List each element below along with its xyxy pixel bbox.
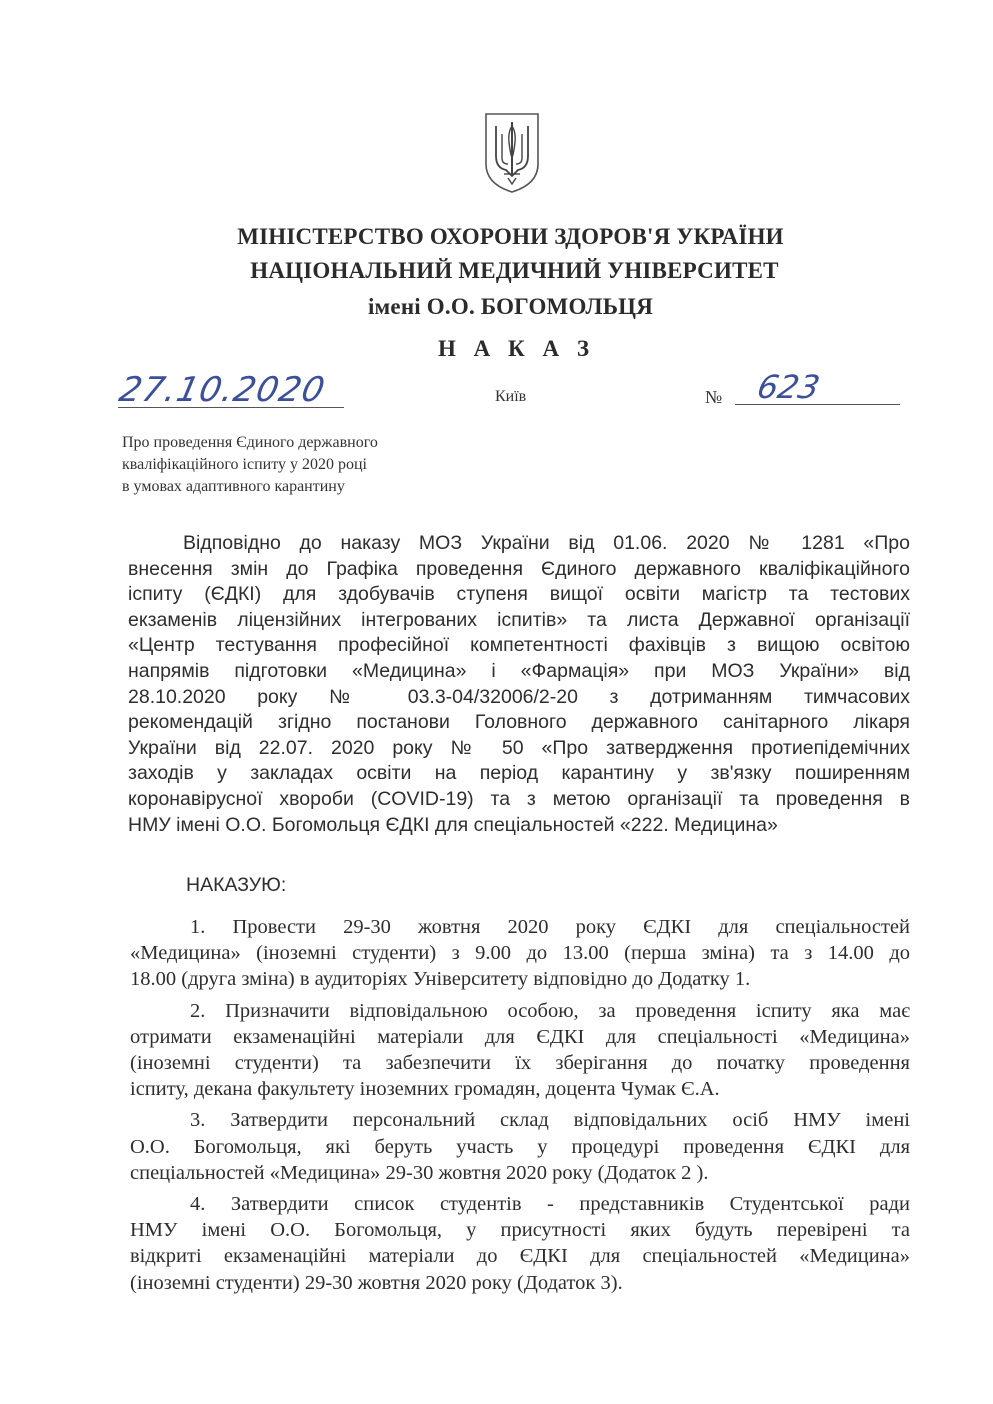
city-label: Київ xyxy=(495,388,527,405)
order-items xyxy=(130,914,910,1296)
preamble-line: заходів у закладах освіти на період карантину у зв'язку поширенням xyxy=(128,762,910,785)
date-underline xyxy=(118,407,344,408)
item-line: 1. Провести 29-30 жовтня 2020 року ЄДКІ для спеціальностей xyxy=(190,916,910,938)
preamble-line: напрямів підготовки «Медицина» і «Фармація» при МОЗ України» від xyxy=(128,659,910,682)
preamble-line: коронавірусної хвороби (COVID-19) та з метою організації та проведення в xyxy=(128,787,910,810)
document-type-title: Н А К А З xyxy=(438,336,595,361)
university-named-after: імені О.О. БОГОМОЛЬЦЯ xyxy=(367,294,654,319)
item-line: НМУ імені О.О. Богомольця, у присутності яких будуть перевірені та xyxy=(130,1219,910,1242)
ministry-heading: МІНІСТЕРСТВО ОХОРОНИ ЗДОРОВ'Я УКРАЇНИ xyxy=(237,224,784,249)
handwritten-order-number: 623 xyxy=(753,368,824,406)
order-item-2 xyxy=(130,998,910,1103)
item-line: 4. Затвердити список студентів - представників Студентської ради xyxy=(190,1193,910,1216)
item-line: «Медицина» (іноземні студенти) з 9.00 до 13.00 (перша зміна) та з 14.00 до xyxy=(130,942,910,965)
item-line: (іноземні студенти) 29-30 жовтня 2020 року (Додаток 3). xyxy=(130,1271,623,1294)
order-item-1 xyxy=(130,914,910,993)
item-line: 2. Призначити відповідальною особою, за проведення іспиту яка має xyxy=(190,999,910,1022)
number-sign: № xyxy=(705,387,723,407)
number-underline xyxy=(735,404,900,405)
order-subject xyxy=(122,432,378,498)
item-line: відкриті екзаменаційні матеріали до ЄДКІ для спеціальностей «Медицина» xyxy=(130,1245,910,1268)
preamble-paragraph xyxy=(128,531,910,838)
subject-line: в умовах адаптивного карантину xyxy=(122,478,345,495)
item-line: отримати екзаменаційні матеріали для ЄДКІ для спеціальності «Медицина» xyxy=(130,1025,910,1048)
university-heading: НАЦІОНАЛЬНИЙ МЕДИЧНИЙ УНІВЕРСИТЕТ xyxy=(250,258,779,283)
subject-line: Про проведення Єдиного державного xyxy=(122,434,378,451)
item-line: 18.00 (друга зміна) в аудиторіях Університету відповідно до Додатку 1. xyxy=(130,968,751,991)
ukraine-coat-of-arms-icon xyxy=(482,112,542,194)
order-word-heading: НАКАЗУЮ: xyxy=(186,874,287,896)
preamble-line: України від 22.07. 2020 року № 50 «Про затвердження протиепідемічних xyxy=(128,736,910,759)
item-line: іспиту, декана факультету іноземних громадян, доцента Чумак Є.А. xyxy=(130,1078,720,1101)
preamble-line: екзаменів ліцензійних інтегрованих іспитів» та листа Державної організації xyxy=(128,608,910,631)
item-line: спеціальностей «Медицина» 29-30 жовтня 2020 року (Додаток 2 ). xyxy=(130,1161,709,1184)
item-line: (іноземні студенти) та забезпечити їх зберігання до початку проведення xyxy=(130,1052,910,1075)
item-line: О.О. Богомольця, які беруть участь у процедурі проведення ЄДКІ для xyxy=(130,1135,910,1158)
preamble-line: Відповідно до наказу МОЗ України від 01.06. 2020 № 1281 «Про xyxy=(183,532,910,554)
order-item-3 xyxy=(130,1107,910,1186)
item-line: 3. Затвердити персональний склад відповідальних осіб НМУ імені xyxy=(190,1109,910,1132)
preamble-line: рекомендацій згідно постанови Головного державного санітарного лікаря xyxy=(128,711,910,734)
preamble-line: 28.10.2020 року № 03.3-04/32006/2-20 з дотриманням тимчасових xyxy=(128,685,910,708)
order-item-4 xyxy=(130,1191,910,1296)
preamble-line: іспиту (ЄДКІ) для здобувачів ступеня вищої освіти магістр та тестових xyxy=(128,583,910,606)
handwritten-date: 27.10.2020 xyxy=(115,370,329,410)
preamble-line: внесення змін до Графіка проведення Єдиного державного кваліфікаційного xyxy=(128,557,910,580)
subject-line: кваліфікаційного іспиту у 2020 році xyxy=(122,456,367,473)
preamble-line: «Центр тестування професійної компетентності фахівців з вищою освітою xyxy=(128,634,910,657)
preamble-line: НМУ імені О.О. Богомольця ЄДКІ для спеціальностей «222. Медицина» xyxy=(128,813,778,836)
